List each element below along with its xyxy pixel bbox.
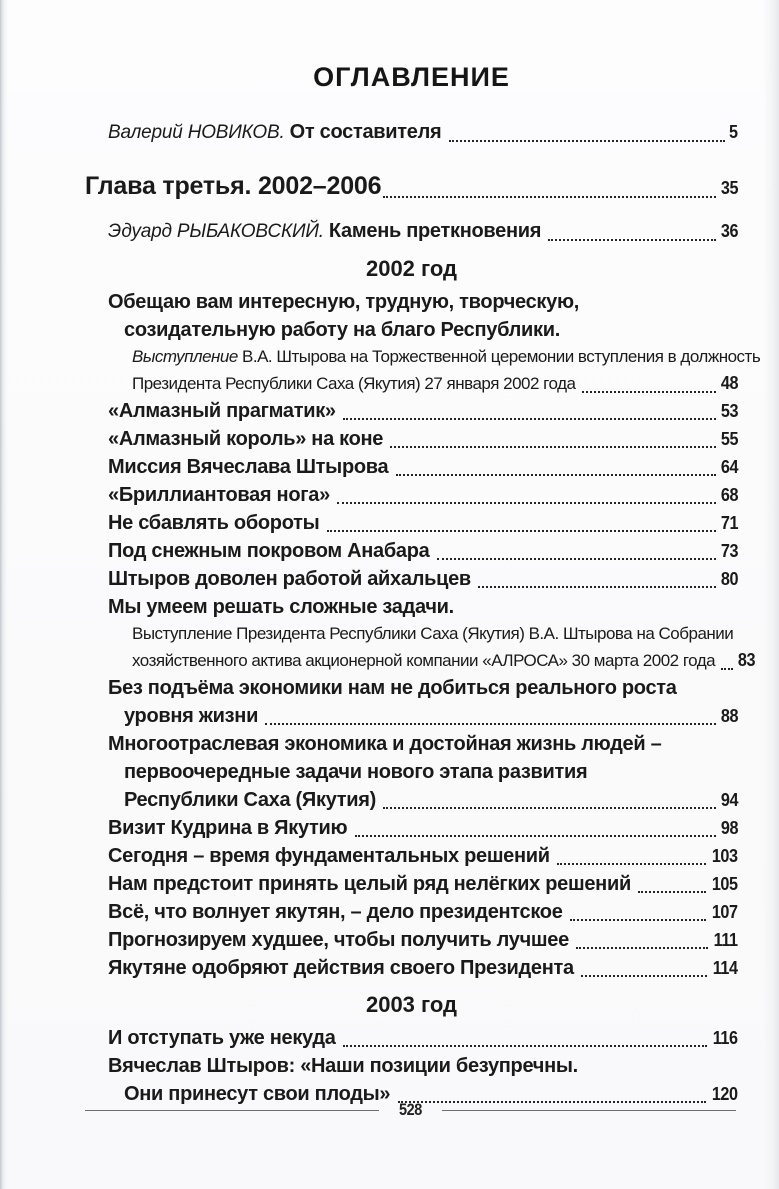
page-number: 83 xyxy=(738,650,756,670)
page-number: 36 xyxy=(720,221,738,241)
page-number: 88 xyxy=(720,706,738,726)
toc-entry xyxy=(85,1024,738,1052)
toc-line-text xyxy=(108,842,555,870)
toc-entry xyxy=(85,926,738,954)
toc-line xyxy=(85,842,738,870)
toc-text-segment: Многоотраслевая экономика и достойная жизнь людей – xyxy=(108,733,662,755)
page-number: 116 xyxy=(713,1028,738,1048)
toc-text-segment: Визит Кудрина в Якутию xyxy=(108,817,353,839)
toc-line-text xyxy=(108,397,341,425)
toc-text-segment: хозяйственного актива акционерной компании «АЛРОСА» 30 марта 2002 года xyxy=(132,651,720,670)
dot-leader xyxy=(721,668,733,670)
page-number: 35 xyxy=(720,178,738,198)
toc-line xyxy=(85,288,738,316)
toc-entry xyxy=(85,453,738,481)
toc-line xyxy=(85,370,738,397)
dot-leader xyxy=(576,947,708,949)
toc-list xyxy=(85,92,761,1108)
toc-line xyxy=(85,702,738,730)
toc-text-segment: Вячеслав Штыров: «Наши позиции безупречны. xyxy=(108,1055,578,1077)
toc-text-segment: От составителя xyxy=(289,121,447,143)
toc-line-text xyxy=(132,344,760,370)
toc-line xyxy=(85,1024,738,1052)
toc-line xyxy=(85,814,738,842)
toc-text-segment: Камень преткновения xyxy=(328,220,547,242)
toc-text-segment: Обещаю вам интересную, трудную, творческую, xyxy=(108,291,579,313)
toc-line-text xyxy=(108,954,579,982)
toc-text-segment: Мы умеем решать сложные задачи. xyxy=(108,596,454,618)
toc-line xyxy=(85,593,738,621)
toc-text-segment: Под снежным покровом Анабара xyxy=(108,540,435,562)
page-number: 107 xyxy=(712,902,738,922)
toc-entry xyxy=(85,169,738,205)
toc-line xyxy=(85,926,738,954)
toc-entry xyxy=(85,509,738,537)
toc-line-text xyxy=(108,288,579,316)
toc-line-text xyxy=(108,217,546,246)
footer-rule-right xyxy=(442,1110,736,1111)
toc-line xyxy=(85,537,738,565)
dot-leader xyxy=(548,239,716,241)
toc-entry xyxy=(85,217,738,246)
toc-line xyxy=(85,397,738,425)
toc-entry xyxy=(85,118,738,147)
toc-line-text xyxy=(108,730,661,758)
toc-entry xyxy=(85,593,756,674)
toc-entry xyxy=(85,565,738,593)
toc-line-text xyxy=(132,621,733,647)
toc-line-text xyxy=(108,898,568,926)
toc-entry xyxy=(85,425,738,453)
toc-line-text xyxy=(108,509,325,537)
toc-line-text xyxy=(124,316,560,344)
toc-text-segment: В.А. Штырова на Торжественной церемонии вступления в должность xyxy=(242,347,761,366)
toc-entry xyxy=(85,870,738,898)
toc-entry xyxy=(85,954,738,982)
toc-text-segment: Они принесут свои плоды» xyxy=(124,1083,396,1105)
toc-text-segment: Глава третья. 2002–2006 xyxy=(85,172,382,200)
toc-text-segment: Сегодня – время фундаментальных решений xyxy=(108,845,556,867)
toc-line xyxy=(85,730,738,758)
toc-text-segment: первоочередные задачи нового этапа развития xyxy=(124,761,588,783)
page-number: 98 xyxy=(720,818,738,838)
page-number: 73 xyxy=(720,541,738,561)
toc-line-text xyxy=(108,926,574,954)
toc-line xyxy=(85,425,738,453)
toc-line xyxy=(85,870,738,898)
toc-line xyxy=(85,344,761,370)
toc-line-text xyxy=(108,425,388,453)
toc-line-text xyxy=(108,1052,578,1080)
toc-text-segment: Валерий НОВИКОВ. xyxy=(108,122,290,143)
toc-text-segment: Без подъёма экономики нам не добиться реального роста xyxy=(108,677,677,699)
toc-line-text xyxy=(132,371,580,397)
page-number: 94 xyxy=(720,790,738,810)
toc-line xyxy=(85,898,738,926)
page-number: 80 xyxy=(720,569,738,589)
page-title: ОГЛАВЛЕНИЕ xyxy=(313,62,510,92)
toc-entry xyxy=(85,730,738,814)
toc-line xyxy=(85,453,738,481)
toc-text-segment: уровня жизни xyxy=(124,705,264,727)
toc-text-segment: Нам предстоит принять целый ряд нелёгких решений xyxy=(108,873,637,895)
page-number: 64 xyxy=(720,457,738,477)
toc-line-text xyxy=(108,453,394,481)
year-heading: 2003 год xyxy=(365,992,458,1017)
toc-entry xyxy=(85,842,738,870)
page-number: 103 xyxy=(712,846,738,866)
page-footer xyxy=(85,1100,736,1120)
toc-text-segment: «Алмазный король» на коне xyxy=(108,428,389,450)
dot-leader xyxy=(638,891,706,893)
year-heading: 2002 год xyxy=(365,256,458,281)
dot-leader xyxy=(449,140,726,142)
toc-text-segment: Прогнозируем худшее, чтобы получить лучшее xyxy=(108,929,575,951)
toc-text-segment: Эдуард РЫБАКОВСКИЙ. xyxy=(108,221,329,242)
dot-leader xyxy=(265,723,716,725)
toc-line-text xyxy=(124,786,381,814)
toc-line-text xyxy=(108,565,476,593)
dot-leader xyxy=(327,530,716,532)
toc-entry xyxy=(85,288,761,397)
toc-text-segment: Президента Республики Саха (Якутия) 27 января 2002 года xyxy=(132,374,580,393)
toc-line xyxy=(85,647,756,674)
footer-rule-left xyxy=(85,1110,379,1111)
toc-text-segment: «Алмазный прагматик» xyxy=(108,400,342,422)
toc-text-segment: созидательную работу на благо Республики. xyxy=(124,319,561,341)
toc-content xyxy=(0,62,779,1108)
toc-entry xyxy=(85,898,738,926)
page-number: 105 xyxy=(712,874,738,894)
toc-line xyxy=(85,316,738,344)
toc-text-segment: Республики Саха (Якутия) xyxy=(124,789,382,811)
toc-line xyxy=(85,786,738,814)
toc-line-text xyxy=(108,674,677,702)
dot-leader xyxy=(557,863,706,865)
toc-line xyxy=(85,1052,738,1080)
toc-text-segment: Штыров доволен работой айхальцев xyxy=(108,568,477,590)
page-number: 53 xyxy=(720,401,738,421)
toc-line xyxy=(85,509,738,537)
toc-line xyxy=(85,954,738,982)
toc-entry xyxy=(85,814,738,842)
toc-line-text xyxy=(108,814,353,842)
toc-entry xyxy=(85,481,738,509)
toc-line-text xyxy=(108,481,335,509)
toc-line xyxy=(85,758,738,786)
toc-entry xyxy=(85,674,738,730)
toc-line xyxy=(85,565,738,593)
dot-leader xyxy=(343,1045,708,1047)
dot-leader xyxy=(581,975,707,977)
toc-text-segment: Выступление Президента Республики Саха (Якутия) В.А. Штырова на Собрании xyxy=(132,624,734,643)
page-number: 114 xyxy=(713,958,738,978)
toc-entry xyxy=(85,397,738,425)
toc-line-text xyxy=(108,537,435,565)
dot-leader xyxy=(582,391,716,393)
page-number: 111 xyxy=(714,930,738,950)
page-number: 120 xyxy=(712,1084,738,1104)
dot-leader xyxy=(390,446,716,448)
toc-line xyxy=(85,621,738,647)
page-number: 68 xyxy=(720,485,738,505)
dot-leader xyxy=(355,835,716,837)
toc-line-text xyxy=(108,1024,341,1052)
page-number: 48 xyxy=(720,373,738,393)
toc-line-text xyxy=(108,870,636,898)
toc-line xyxy=(85,217,738,246)
dot-leader xyxy=(383,196,716,198)
toc-text-segment: Всё, что волнует якутян, – дело президентское xyxy=(108,901,568,923)
toc-line-text xyxy=(108,593,454,621)
toc-text-segment: И отступать уже некуда xyxy=(108,1027,341,1049)
toc-text-segment: Якутяне одобряют действия своего Президента xyxy=(108,957,580,979)
toc-entry xyxy=(85,537,738,565)
page-number: 71 xyxy=(720,513,738,533)
dot-leader xyxy=(570,919,707,921)
dot-leader xyxy=(396,474,716,476)
toc-text-segment: Не сбавлять обороты xyxy=(108,512,325,534)
dot-leader xyxy=(437,558,716,560)
toc-line xyxy=(85,481,738,509)
toc-line-text xyxy=(124,758,587,786)
toc-text-segment: «Бриллиантовая нога» xyxy=(108,484,336,506)
toc-line xyxy=(85,169,738,205)
toc-line-text xyxy=(108,118,447,147)
dot-leader xyxy=(343,418,716,420)
toc-line xyxy=(85,118,738,147)
page-number: 5 xyxy=(729,122,738,142)
page-number: 55 xyxy=(720,429,738,449)
footer-page-number: 528 xyxy=(399,1100,422,1119)
toc-line xyxy=(85,674,738,702)
dot-leader xyxy=(478,586,716,588)
toc-text-segment: Миссия Вячеслава Штырова xyxy=(108,456,394,478)
toc-line-text xyxy=(85,169,381,205)
toc-line-text xyxy=(124,702,263,730)
dot-leader xyxy=(383,807,716,809)
dot-leader xyxy=(337,502,716,504)
toc-line-text xyxy=(132,648,719,674)
toc-text-segment: Выступление xyxy=(132,347,243,366)
